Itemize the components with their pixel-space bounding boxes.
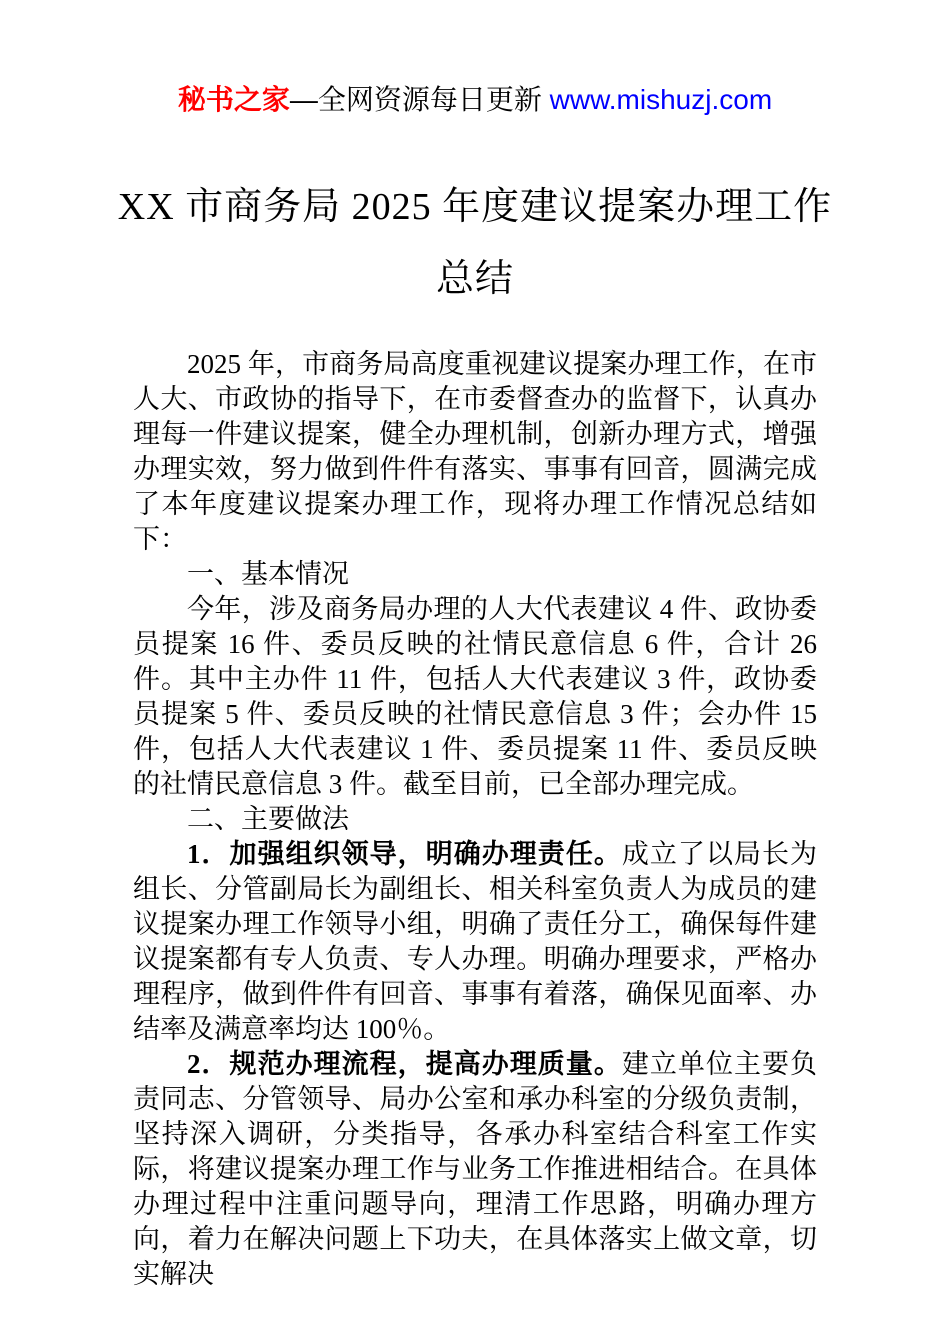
header-tagline: —全网资源每日更新 bbox=[289, 84, 550, 115]
paragraph-lead: 1．加强组织领导，明确办理责任。 bbox=[187, 839, 622, 869]
paragraph: 2025 年，市商务局高度重视建议提案办理工作，在市人大、市政协的指导下，在市委督查办的监督下，认真办理每一件建议提案，健全办理机制，创新办理方式，增强办理实效，努力做到件件有落实、事事有回音，圆满完成了本年度建议提案办理工作，现将办理工作情况总结如下： bbox=[133, 349, 817, 554]
document-title bbox=[0, 171, 950, 315]
site-header bbox=[0, 82, 950, 118]
paragraph-lead: 2．规范办理流程，提高办理质量。 bbox=[187, 1049, 622, 1079]
title-line-2: 总结 bbox=[435, 258, 514, 300]
header-url-link[interactable]: www.mishuzj.com bbox=[549, 84, 773, 115]
title-line-1: XX 市商务局 2025 年度建议提案办理工作 bbox=[117, 186, 833, 228]
brand-text: 秘书之家 bbox=[177, 84, 290, 115]
paragraph: 2．规范办理流程，提高办理质量。建立单位主要负责同志、分管领导、局办公室和承办科室的分级负责制，坚持深入调研，分类指导，各承办科室结合科室工作实际，将建议提案办理工作与业务工作推进相结合。在具体办理过程中注重问题导向，理清工作思路，明确办理方向，着力在解决问题上下功夫，在具体落实上做文章，切实解决 bbox=[133, 1049, 818, 1289]
document-body bbox=[133, 347, 817, 1292]
paragraph: 1．加强组织领导，明确办理责任。成立了以局长为组长、分管副局长为副组长、相关科室负责人为成员的建议提案办理工作领导小组，明确了责任分工，确保每件建议提案都有专人负责、专人办理。明确办理要求，严格办理程序，做到件件有回音、事事有着落，确保见面率、办结率及满意率均达 100％。 bbox=[133, 839, 818, 1044]
section-heading: 一、基本情况 bbox=[187, 559, 349, 589]
paragraph: 今年，涉及商务局办理的人大代表建议 4 件、政协委员提案 16 件、委员反映的社情民意信息 6 件，合计 26 件。其中主办件 11 件，包括人大代表建议 3 件，政协委员提案 5 件、委员反映的社情民意信息 3 件；会办件 15 件，包括人大代表建议 1 件、委员提案 11 件、委员反映的社情民意信息 3 件。截至目前，已全部办理完成。 bbox=[133, 594, 817, 799]
section-heading: 二、主要做法 bbox=[187, 804, 349, 834]
